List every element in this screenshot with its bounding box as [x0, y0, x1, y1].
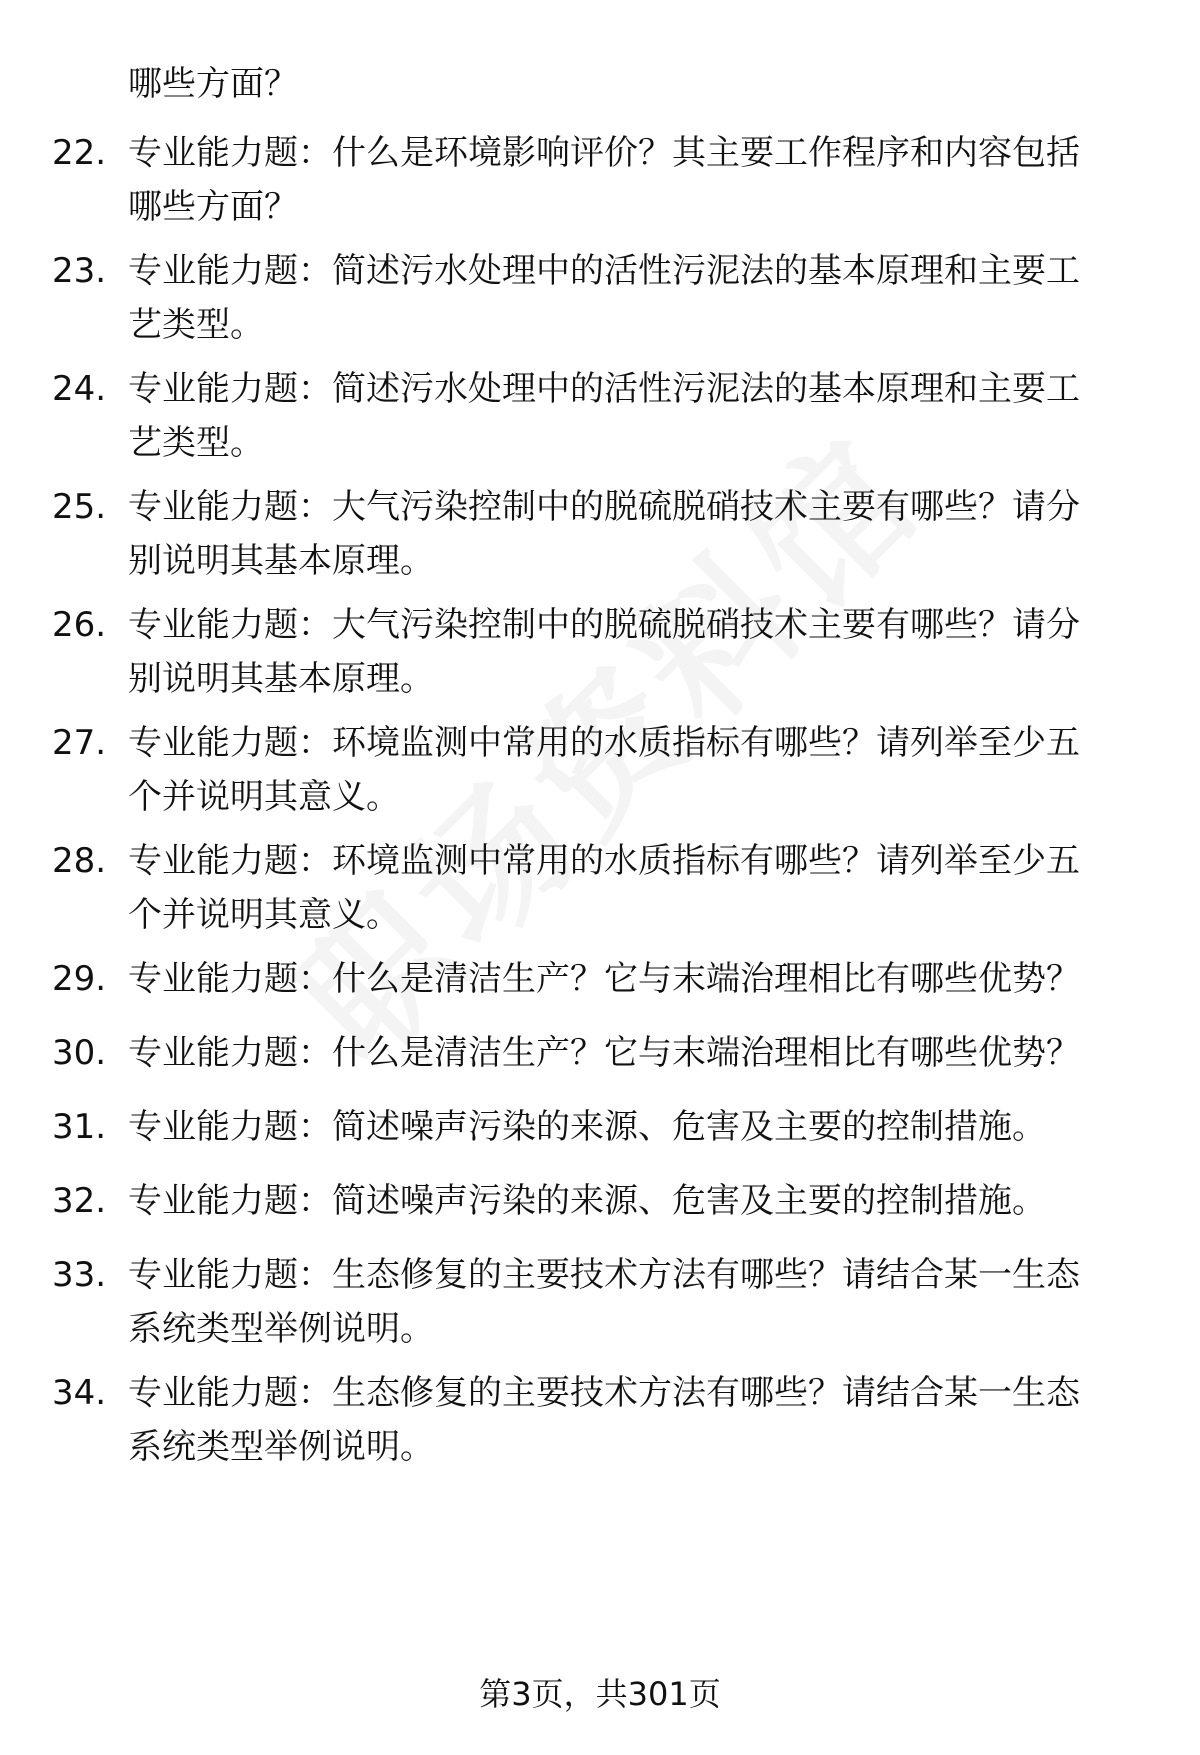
question-text — [128, 1026, 1152, 1080]
question-number: 23. — [52, 251, 107, 291]
question-number: 25. — [52, 487, 107, 527]
question-line: 专业能力题：简述噪声污染的来源、危害及主要的控制措施。 — [128, 1181, 1046, 1221]
question-number: 34. — [52, 1373, 107, 1413]
question-line: 专业能力题：简述污水处理中的活性污泥法的基本原理和主要工 — [128, 369, 1080, 409]
question-line: 艺类型。 — [128, 423, 264, 463]
question-line: 专业能力题：环境监测中常用的水质指标有哪些？请列举至少五 — [128, 841, 1080, 881]
question-number: 30. — [52, 1033, 107, 1073]
question-number: 31. — [52, 1107, 107, 1147]
page-footer: 第3页，共301页 — [479, 1675, 721, 1713]
question-text — [128, 834, 1152, 942]
question-line: 专业能力题：生态修复的主要技术方法有哪些？请结合某一生态 — [128, 1373, 1080, 1413]
question-number: 29. — [52, 959, 107, 999]
question-number: 22. — [52, 133, 107, 173]
question-number: 33. — [52, 1255, 107, 1295]
question-text — [128, 1174, 1152, 1228]
question-number: 28. — [52, 841, 107, 881]
question-number: 26. — [52, 605, 107, 645]
question-line: 专业能力题：什么是清洁生产？它与末端治理相比有哪些优势？ — [128, 1033, 1080, 1073]
question-text — [128, 1366, 1152, 1474]
question-line: 专业能力题：生态修复的主要技术方法有哪些？请结合某一生态 — [128, 1255, 1080, 1295]
question-line: 别说明其基本原理。 — [128, 659, 434, 699]
question-line: 专业能力题：简述污水处理中的活性污泥法的基本原理和主要工 — [128, 251, 1080, 291]
question-line: 专业能力题：什么是清洁生产？它与末端治理相比有哪些优势？ — [128, 959, 1080, 999]
question-line: 专业能力题：环境监测中常用的水质指标有哪些？请列举至少五 — [128, 723, 1080, 763]
question-line: 专业能力题：大气污染控制中的脱硫脱硝技术主要有哪些？请分 — [128, 487, 1080, 527]
question-text — [128, 362, 1152, 470]
question-line: 艺类型。 — [128, 305, 264, 345]
question-line: 专业能力题：大气污染控制中的脱硫脱硝技术主要有哪些？请分 — [128, 605, 1080, 645]
question-text — [128, 480, 1152, 588]
question-line: 系统类型举例说明。 — [128, 1427, 434, 1467]
question-text — [128, 716, 1152, 824]
question-text — [128, 1100, 1152, 1154]
question-number: 24. — [52, 369, 107, 409]
question-text — [128, 244, 1152, 352]
question-number: 27. — [52, 723, 107, 763]
question-line: 哪些方面？ — [128, 187, 298, 227]
question-text — [128, 952, 1152, 1006]
question-line: 系统类型举例说明。 — [128, 1309, 434, 1349]
question-line: 专业能力题：简述噪声污染的来源、危害及主要的控制措施。 — [128, 1107, 1046, 1147]
question-text — [128, 126, 1152, 234]
question-line: 个并说明其意义。 — [128, 777, 400, 817]
question-line: 专业能力题：什么是环境影响评价？其主要工作程序和内容包括 — [128, 133, 1080, 173]
question-text — [128, 1248, 1152, 1356]
question-text — [128, 598, 1152, 706]
question-line: 别说明其基本原理。 — [128, 541, 434, 581]
question-number: 32. — [52, 1181, 107, 1221]
continuation-line: 哪些方面？ — [128, 64, 298, 104]
question-line: 个并说明其意义。 — [128, 895, 400, 935]
